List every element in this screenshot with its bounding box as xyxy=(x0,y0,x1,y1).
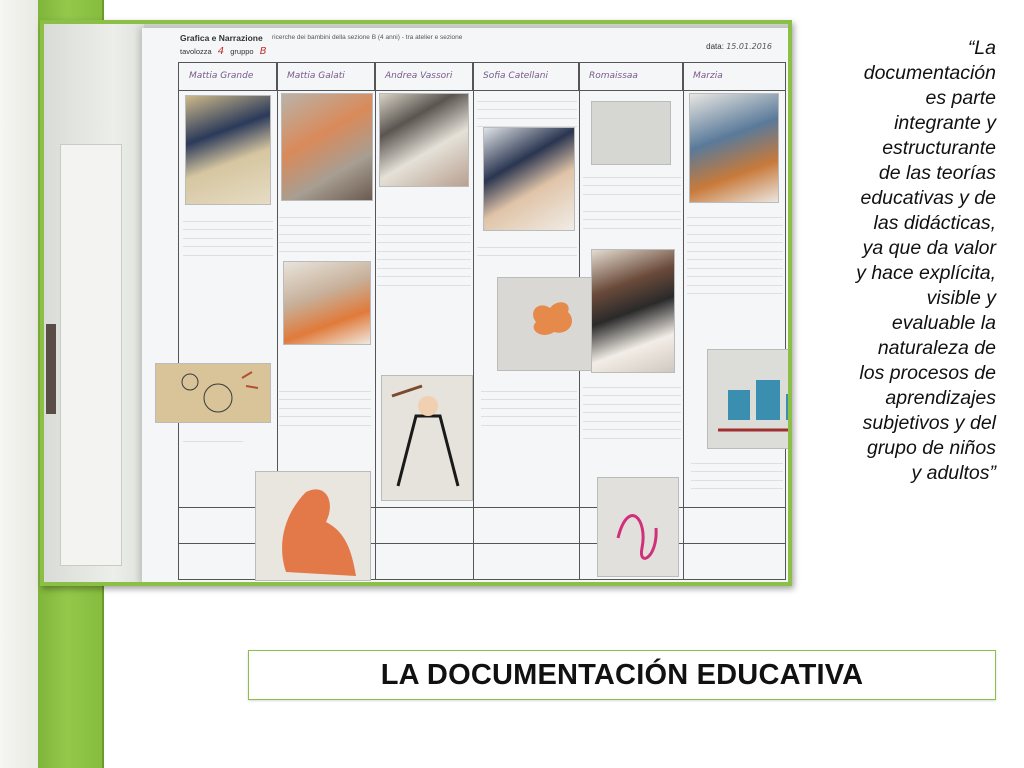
column-header: Marzia xyxy=(683,63,785,91)
child-orange-drawing xyxy=(255,471,371,581)
quote-line: documentación xyxy=(863,62,996,84)
quote-line: naturaleza de xyxy=(877,337,996,359)
slide-left-shade xyxy=(0,0,38,768)
table-value: 4 xyxy=(217,46,225,57)
volcano-figure xyxy=(382,376,472,500)
quote-line: integrante y xyxy=(894,112,996,134)
date-value: 15.01.2016 xyxy=(726,42,772,51)
slide-title-box xyxy=(248,650,996,700)
binder-flap xyxy=(60,144,122,566)
column-divider xyxy=(375,63,376,579)
quote-line: aprendizajes xyxy=(885,387,996,409)
quote-line: estructurante xyxy=(882,137,996,159)
sheet-subtitle: ricerche dei bambini della sezione B (4 anni) - tra atelier e sezione xyxy=(272,34,463,41)
sheet-header xyxy=(180,32,780,58)
column-divider xyxy=(683,63,684,579)
quote-line: evaluable la xyxy=(891,312,996,334)
orange-creature-drawing xyxy=(497,277,603,371)
handwritten-note xyxy=(477,239,577,261)
handwritten-note xyxy=(583,379,681,441)
child-drawing-photo xyxy=(483,127,575,231)
quote-line: y adultos” xyxy=(911,462,996,484)
children-grid xyxy=(178,62,786,580)
column-divider xyxy=(473,63,474,579)
handwritten-note xyxy=(477,93,577,127)
orange-figure xyxy=(256,472,370,580)
column-header: Romaissaa xyxy=(579,63,683,91)
quote-line: ya que da valor xyxy=(862,237,996,259)
quote-line: subjetivos y del xyxy=(862,412,996,434)
child-drawing-photo xyxy=(689,93,779,203)
quote-line: grupo de niños xyxy=(866,437,996,459)
building-drawing-photo xyxy=(707,349,792,449)
sheet-title: Grafica e Narrazione xyxy=(180,33,263,43)
quote-line: y hace explícita, xyxy=(856,262,996,284)
quote-text xyxy=(826,36,996,486)
children-portrait-photo xyxy=(591,249,675,373)
child-drawing-photo xyxy=(379,93,469,187)
handwritten-note xyxy=(691,455,783,495)
quote-line: visible y xyxy=(926,287,996,309)
handwritten-note xyxy=(183,433,243,449)
column-header: Sofia Catellani xyxy=(473,63,579,91)
quote-line: “La xyxy=(967,37,996,59)
child-painting-photo xyxy=(281,93,373,201)
child-drawing-photo xyxy=(185,95,271,205)
quote-line: los procesos de xyxy=(859,362,996,384)
binder-edge xyxy=(44,24,144,582)
handwritten-note xyxy=(377,209,471,287)
handwritten-note xyxy=(583,203,681,233)
quote-line: de las teorías xyxy=(878,162,996,184)
column-header: Mattia Galati xyxy=(277,63,375,91)
documentation-photo xyxy=(40,20,792,586)
handwritten-note xyxy=(687,209,783,297)
handwritten-note xyxy=(279,209,371,259)
children-working-photo xyxy=(283,261,371,345)
handwritten-note xyxy=(183,213,273,257)
table-label: tavolozza xyxy=(180,47,212,56)
child-sketch-photo xyxy=(591,101,671,165)
handwritten-note xyxy=(583,169,681,199)
pink-scribble-drawing xyxy=(597,477,679,577)
building-figure xyxy=(708,350,792,448)
volcano-drawing-photo xyxy=(381,375,473,501)
handwritten-note xyxy=(279,383,371,427)
sheet-date xyxy=(706,42,772,51)
group-label: gruppo xyxy=(230,47,254,56)
handwritten-note xyxy=(481,383,577,427)
binder-clip xyxy=(46,324,56,414)
drawing-figure xyxy=(156,364,270,422)
documentation-sheet xyxy=(142,28,792,584)
child-drawing-image xyxy=(155,363,271,423)
date-label: data: xyxy=(706,42,724,51)
group-value: B xyxy=(259,46,267,57)
quote-line: educativas y de xyxy=(860,187,996,209)
quote-line: las didácticas, xyxy=(873,212,996,234)
quote-line: es parte xyxy=(925,87,996,109)
slide-title: LA DOCUMENTACIÓN EDUCATIVA xyxy=(380,658,864,691)
column-header: Mattia Grande xyxy=(179,63,277,91)
sheet-group-info xyxy=(180,46,267,57)
column-header: Andrea Vassori xyxy=(375,63,473,91)
pink-scribble xyxy=(598,478,678,576)
orange-creature xyxy=(498,278,602,370)
